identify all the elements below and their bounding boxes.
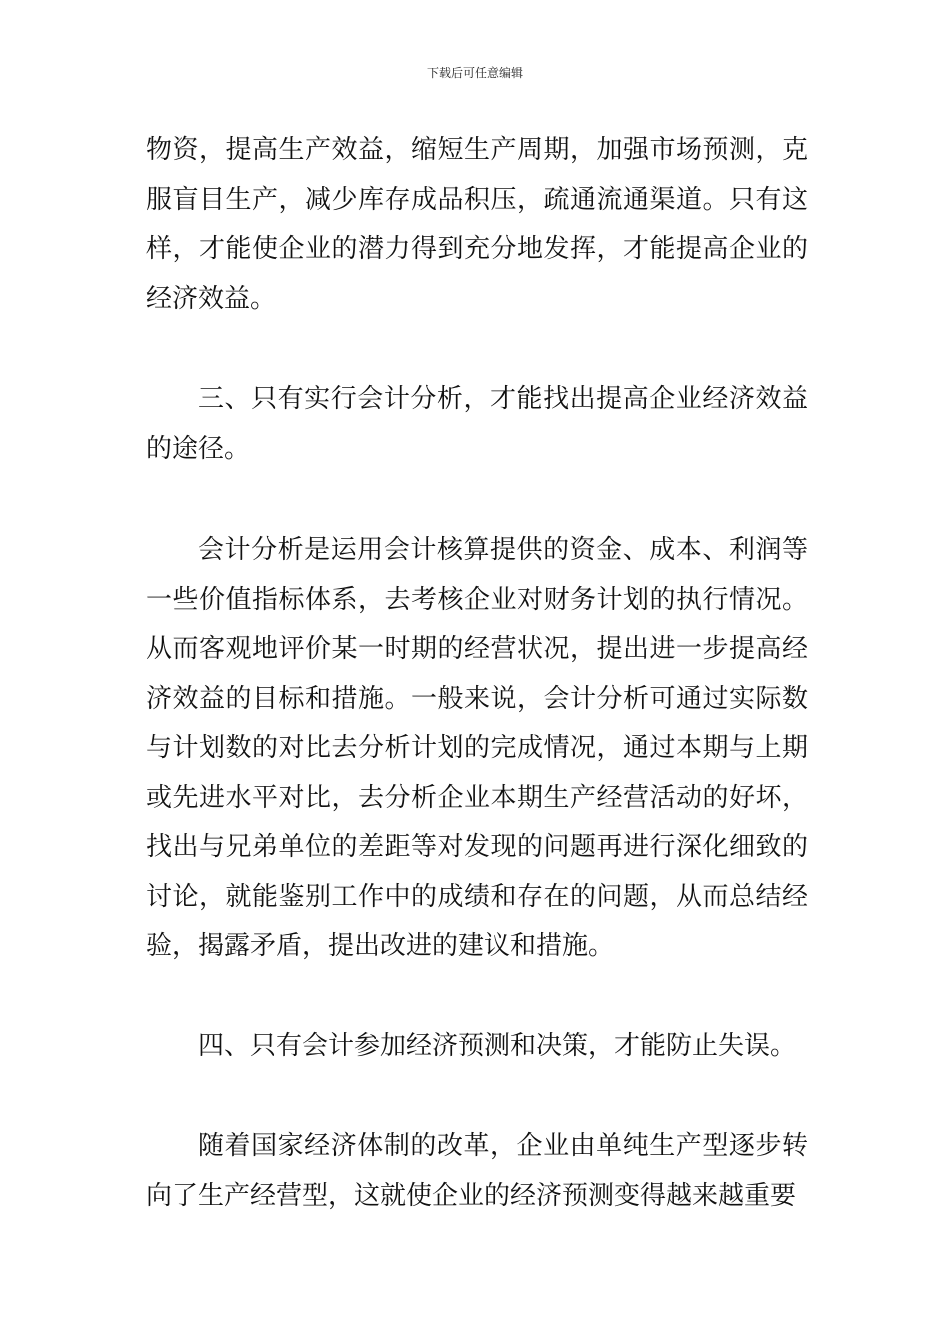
page-header-note: 下载后可任意编辑: [426, 66, 523, 80]
paragraph-continuation: 物资，提高生产效益，缩短生产周期，加强市场预测，克服盲目生产，减少库存成品积压，疏通流通渠道。只有这样，才能使企业的潜力得到充分地发挥，才能提高企业的经济效益。: [146, 135, 808, 314]
paragraph-economic-reform: 随着国家经济体制的改革，企业由单纯生产型逐步转向了生产经营型，这就使企业的经济预测变得越来越重要: [146, 1131, 808, 1211]
section-heading-3: 三、只有实行会计分析，才能找出提高企业经济效益的途径。: [146, 384, 808, 464]
paragraph-accounting-analysis: 会计分析是运用会计核算提供的资金、成本、利润等一些价值指标体系，去考核企业对财务计划的执行情况。从而客观地评价某一时期的经营状况，提出进一步提高经济效益的目标和措施。一般来说，会计分析可通过实际数与计划数的对比去分析计划的完成情况，通过本期与上期或先进水平对比，去分析企业本期生产经营活动的好坏，找出与兄弟单位的差距等对发现的问题再进行深化细致的讨论，就能鉴别工作中的成绩和存在的问题，从而总结经验，揭露矛盾，提出改进的建议和措施。: [146, 535, 808, 961]
section-heading-4: 四、只有会计参加经济预测和决策，才能防止失误。: [198, 1031, 797, 1061]
